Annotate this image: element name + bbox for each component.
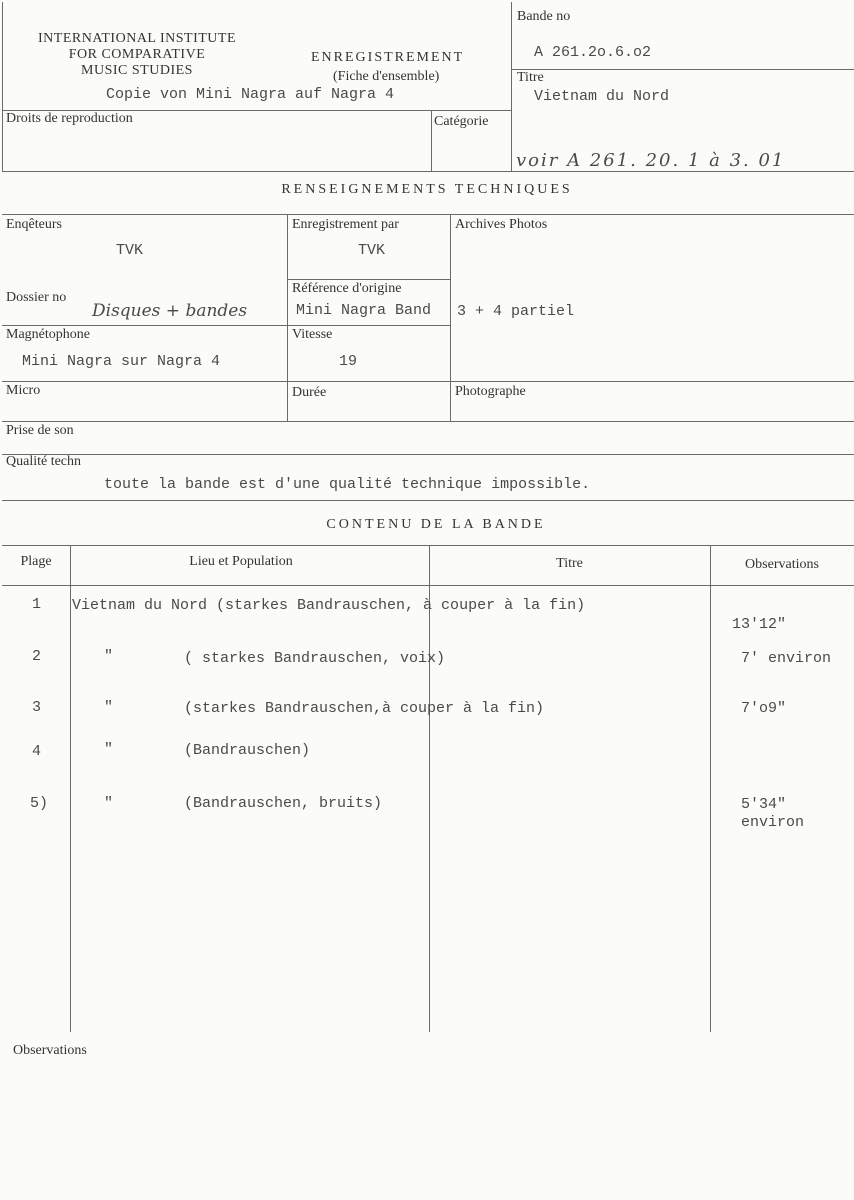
- header-divider: [511, 2, 512, 172]
- institute-line-3: MUSIC STUDIES: [81, 63, 193, 78]
- row-5-observation-line-1: 5'34": [741, 796, 787, 813]
- categorie-label: Catégorie: [434, 114, 489, 129]
- vitesse-value: 19: [339, 353, 358, 370]
- prise-de-son-label: Prise de son: [6, 423, 74, 438]
- prise-rule: [2, 421, 854, 422]
- row-4-lieu: (Bandrauschen): [184, 742, 311, 759]
- droits-label: Droits de reproduction: [6, 111, 133, 126]
- contents-section-title: CONTENU DE LA BANDE: [326, 517, 546, 532]
- enqueteurs-label: Enqêteurs: [6, 217, 62, 232]
- vitesse-label: Vitesse: [292, 327, 333, 342]
- copy-note: Copie von Mini Nagra auf Nagra 4: [106, 86, 395, 103]
- qualite-value: toute la bande est d'une qualité technique impossible.: [104, 476, 591, 493]
- tech-bottom-rule: [2, 500, 854, 501]
- tech-section-title: RENSEIGNEMENTS TECHNIQUES: [281, 182, 573, 197]
- row-5-ditto: ": [104, 795, 114, 812]
- institute-line-2: FOR COMPARATIVE: [68, 47, 206, 62]
- duree-label: Durée: [292, 385, 327, 400]
- observations-label: Observations: [13, 1043, 87, 1058]
- col-header-lieu: Lieu et Population: [189, 554, 293, 569]
- col-header-plage: Plage: [20, 554, 52, 569]
- row-3-observation: 7'o9": [741, 700, 787, 717]
- row-5-observation-line-2: environ: [741, 814, 805, 831]
- micro-rule: [2, 381, 854, 382]
- dossier-label: Dossier no: [6, 290, 67, 305]
- form-subtitle: (Fiche d'ensemble): [333, 69, 440, 84]
- magnetophone-value: Mini Nagra sur Nagra 4: [22, 353, 221, 370]
- qualite-rule: [2, 454, 854, 455]
- row-3-lieu: (starkes Bandrauschen,à couper à la fin): [184, 700, 545, 717]
- titre-label: Titre: [517, 70, 544, 85]
- contents-header-rule: [2, 585, 854, 586]
- reference-extra: 3 + 4 partiel: [457, 303, 575, 320]
- enregistrement-par-value: TVK: [358, 242, 386, 259]
- row-3-ditto: ": [104, 699, 114, 716]
- bande-no-label: Bande no: [517, 9, 571, 24]
- dossier-value: Disques + bandes: [92, 301, 248, 321]
- contents-title-rule: [2, 545, 854, 546]
- contents-col2-divider: [429, 545, 430, 1032]
- row-4-plage: 4: [32, 743, 42, 760]
- qualite-label: Qualité techn: [6, 454, 82, 469]
- enqueteurs-value: TVK: [116, 242, 144, 259]
- institute-name: [2, 31, 272, 79]
- top-block-bottom: [2, 171, 854, 172]
- titre-value: Vietnam du Nord: [534, 88, 670, 105]
- magnetophone-label: Magnétophone: [6, 327, 90, 342]
- handwritten-reference: voir A 261. 20. 1 à 3. 01: [516, 150, 786, 171]
- row-1-observation: 13'12": [732, 616, 787, 633]
- contents-col3-divider: [710, 545, 711, 1032]
- row-2-ditto: ": [104, 648, 114, 665]
- row-1-lieu: Vietnam du Nord (starkes Bandrauschen, à couper à la fin): [72, 597, 586, 614]
- tech-col1-divider: [287, 214, 288, 422]
- col-header-observations: Observations: [745, 557, 819, 572]
- row-2-plage: 2: [32, 648, 42, 665]
- magnetophone-rule: [2, 325, 450, 326]
- categorie-divider: [431, 110, 432, 172]
- row-1-plage: 1: [32, 596, 42, 613]
- row-4-ditto: ": [104, 741, 114, 758]
- tech-col2-divider: [450, 214, 451, 422]
- archives-photos-label: Archives Photos: [455, 217, 548, 232]
- row-2-observation: 7' environ: [741, 650, 832, 667]
- reference-label: Référence d'origine: [292, 281, 402, 296]
- contents-col1-divider: [70, 545, 71, 1032]
- micro-label: Micro: [6, 383, 41, 398]
- border-left: [2, 2, 3, 172]
- form-title: ENREGISTREMENT: [311, 50, 465, 65]
- bande-no-value: A 261.2o.6.o2: [534, 44, 652, 61]
- photographe-label: Photographe: [455, 384, 526, 399]
- col-header-titre: Titre: [556, 556, 583, 571]
- row-5-plage: 5): [30, 795, 49, 812]
- header-rule-right: [511, 69, 854, 70]
- row-3-plage: 3: [32, 699, 42, 716]
- reference-value: Mini Nagra Band: [296, 302, 432, 319]
- row-2-lieu: ( starkes Bandrauschen, voix): [184, 650, 446, 667]
- reference-rule: [287, 279, 450, 280]
- tech-title-rule: [2, 214, 854, 215]
- enregistrement-par-label: Enregistrement par: [292, 217, 399, 232]
- row-5-lieu: (Bandrauschen, bruits): [184, 795, 383, 812]
- institute-line-1: INTERNATIONAL INSTITUTE: [38, 31, 236, 46]
